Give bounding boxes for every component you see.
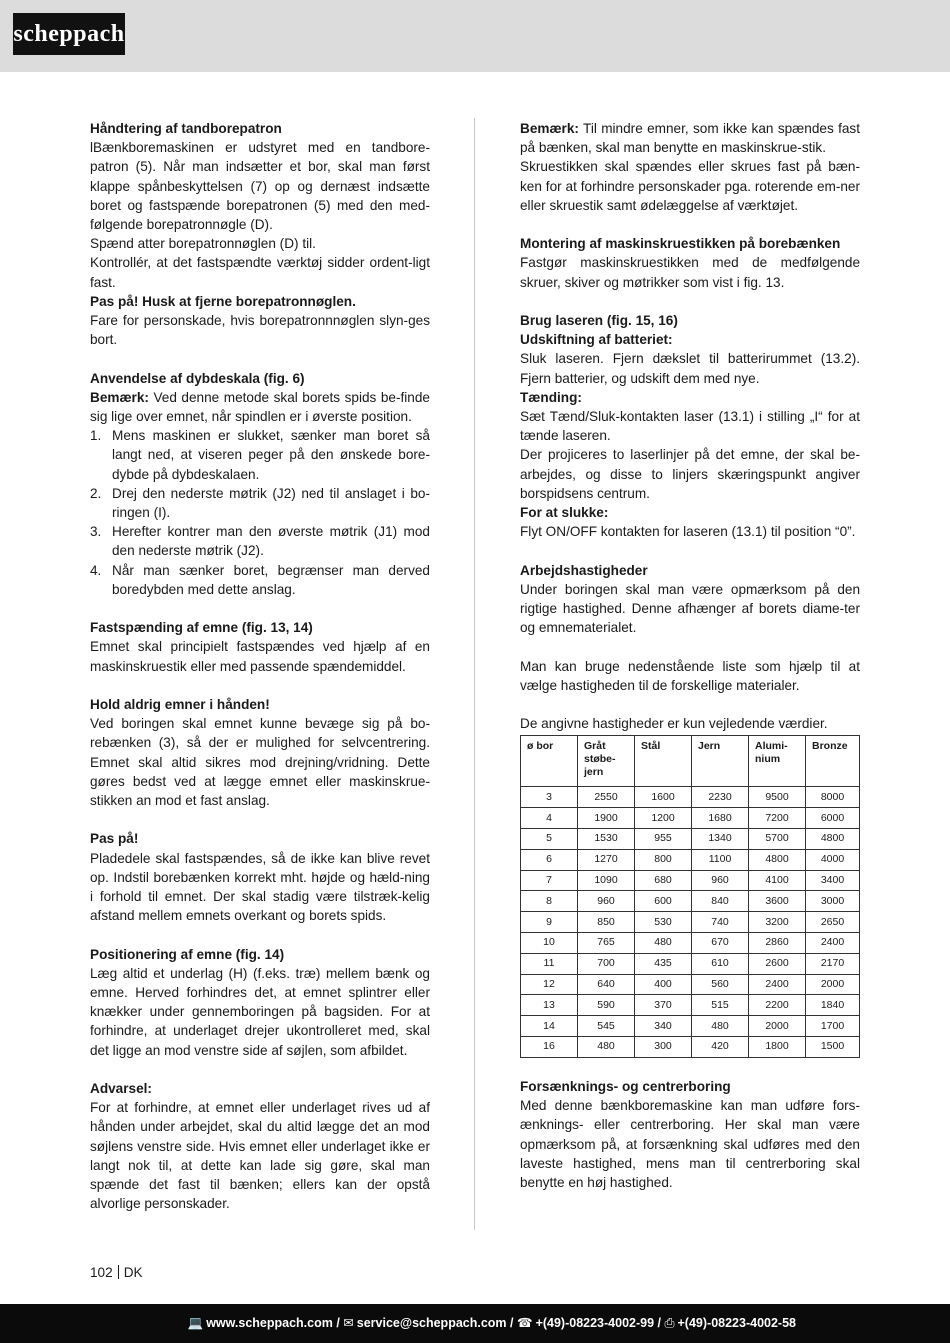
table-cell: 2200 bbox=[749, 995, 806, 1016]
table-cell: 3000 bbox=[806, 891, 860, 912]
table-cell: 850 bbox=[578, 912, 635, 933]
table-header: Stål bbox=[635, 736, 692, 787]
table-cell: 515 bbox=[692, 995, 749, 1016]
note-text: Til mindre emner, som ikke kan spændes fast på bænken, skal man benytte en maskinskrue-stik. bbox=[520, 121, 860, 156]
table-cell: 435 bbox=[635, 953, 692, 974]
paragraph: Sluk laseren. Fjern dækslet til batterirummet (13.2). Fjern batterier, og udskift dem med nye. bbox=[520, 351, 860, 386]
subsection-title: Tænding: bbox=[520, 389, 582, 405]
note-text: Ved denne metode skal borets spids be-finde sig lige over emnet, når spindlen er i øverste position. bbox=[90, 389, 430, 425]
table-cell: 960 bbox=[692, 870, 749, 891]
table-row bbox=[521, 1036, 860, 1057]
list-item: 3. Herefter kontrer man den øverste møtrik (J1) mod den nederste møtrik (J2). bbox=[90, 524, 430, 559]
table-cell: 1100 bbox=[692, 849, 749, 870]
table-cell: 1800 bbox=[749, 1036, 806, 1057]
paragraph: Spænd atter borepatronnøglen (D) til. bbox=[90, 236, 316, 252]
left-column bbox=[90, 119, 430, 1213]
table-cell: 1840 bbox=[806, 995, 860, 1016]
paragraph: Skruestikken skal spændes eller skrues fast på bæn-ken for at forhindre personskader pga. roterende em-ner eller skruestik samt ødelæggelse af værktøjet. bbox=[520, 159, 860, 213]
computer-icon: 💻 bbox=[187, 1316, 204, 1330]
table-row bbox=[521, 849, 860, 870]
table-row bbox=[521, 995, 860, 1016]
page-number: 102 bbox=[90, 1265, 113, 1280]
section-title: Anvendelse af dybdeskala (fig. 6) bbox=[90, 370, 305, 386]
table-cell: 1900 bbox=[578, 808, 635, 829]
table-cell: 560 bbox=[692, 974, 749, 995]
table-cell: 1200 bbox=[635, 808, 692, 829]
table-row bbox=[521, 912, 860, 933]
table-cell: 4800 bbox=[749, 849, 806, 870]
paragraph: Kontrollér, at det fastspændte værktøj sidder ordent-ligt fast. bbox=[90, 255, 430, 290]
table-cell: 10 bbox=[521, 933, 578, 954]
language-code: DK bbox=[123, 1265, 143, 1280]
table-row bbox=[521, 870, 860, 891]
table-cell: 4 bbox=[521, 808, 578, 829]
section-title: Pas på! bbox=[90, 831, 139, 847]
table-cell: 2650 bbox=[806, 912, 860, 933]
list-item: 4. Når man sænker boret, begrænser man derved boredybden med dette anslag. bbox=[90, 562, 430, 597]
table-cell: 2000 bbox=[749, 1016, 806, 1037]
table-header: Alumi-nium bbox=[749, 736, 806, 787]
note-label: Bemærk: bbox=[520, 121, 579, 136]
paragraph: Læg altid et underlag (H) (f.eks. træ) mellem bænk og emne. Herved forhindres det, at emnet splintrer eller knækker under gennemboringen på bagsiden. For at forhindre, at underlaget drejer ukontrolleret med, skal det ligge an mod venstre side af søjlen, som afbildet. bbox=[90, 965, 430, 1058]
fax-number: +(49)-08223-4002-58 bbox=[677, 1316, 796, 1330]
table-header: Gråt støbe-jern bbox=[578, 736, 635, 787]
speed-table bbox=[520, 735, 860, 1057]
table-cell: 1500 bbox=[806, 1036, 860, 1057]
table-cell: 2400 bbox=[749, 974, 806, 995]
table-cell: 12 bbox=[521, 974, 578, 995]
phone-number: +(49)-08223-4002-99 / bbox=[535, 1316, 661, 1330]
table-header: Jern bbox=[692, 736, 749, 787]
section-title: Arbejdshastigheder bbox=[520, 562, 648, 578]
table-cell: 2170 bbox=[806, 953, 860, 974]
table-cell: 670 bbox=[692, 933, 749, 954]
note-paragraph bbox=[90, 388, 430, 426]
table-cell: 7200 bbox=[749, 808, 806, 829]
paragraph: Pladedele skal fastspændes, så de ikke kan blive revet op. Indstil borebænken korrekt mht. højde og hæld-ning i forhold til emnet. Der skal stadig være tilstræk-kelig afstand mellem emnets overkant og borets spids. bbox=[90, 850, 430, 924]
table-cell: 370 bbox=[635, 995, 692, 1016]
table-cell: 4800 bbox=[806, 829, 860, 850]
table-cell: 9 bbox=[521, 912, 578, 933]
table-row bbox=[521, 787, 860, 808]
table-cell: 1340 bbox=[692, 829, 749, 850]
table-cell: 4100 bbox=[749, 870, 806, 891]
table-cell: 2600 bbox=[749, 953, 806, 974]
table-header: Bronze bbox=[806, 736, 860, 787]
table-cell: 1700 bbox=[806, 1016, 860, 1037]
phone-icon: ☎ bbox=[516, 1316, 533, 1330]
paragraph: Under boringen skal man være opmærksom på den rigtige hastighed. Denne afhænger af borets diame-ter og emnematerialet. bbox=[520, 581, 860, 636]
list-item: 2. Drej den nederste møtrik (J2) ned til anslaget i bo-ringen (I). bbox=[90, 485, 430, 521]
table-cell: 400 bbox=[635, 974, 692, 995]
email-link[interactable]: service@scheppach.com / bbox=[356, 1316, 514, 1330]
fax-icon: ⎙ bbox=[664, 1316, 675, 1330]
paragraph: For at forhindre, at emnet eller underlaget rives ud af hånden under arbejdet, skal du altid lægge det an mod søjlens venstre side. Hvis emnet eller underlaget ikke er langt nok til, at dette kan lade sig gøre, skal man spænde det fast til bænken; ellers kan der opstå alvorlige personskader. bbox=[90, 1100, 430, 1212]
table-header-row bbox=[521, 736, 860, 787]
table-cell: 1270 bbox=[578, 849, 635, 870]
table-cell: 590 bbox=[578, 995, 635, 1016]
contact-footer bbox=[0, 1304, 950, 1343]
table-row bbox=[521, 974, 860, 995]
table-cell: 740 bbox=[692, 912, 749, 933]
table-cell: 11 bbox=[521, 953, 578, 974]
table-cell: 1530 bbox=[578, 829, 635, 850]
page-header bbox=[0, 0, 950, 72]
table-cell: 545 bbox=[578, 1016, 635, 1037]
table-cell: 610 bbox=[692, 953, 749, 974]
column-divider bbox=[474, 118, 475, 1230]
table-cell: 14 bbox=[521, 1016, 578, 1037]
table-cell: 340 bbox=[635, 1016, 692, 1037]
table-cell: 5700 bbox=[749, 829, 806, 850]
table-cell: 640 bbox=[578, 974, 635, 995]
table-cell: 955 bbox=[635, 829, 692, 850]
table-row bbox=[521, 891, 860, 912]
table-cell: 9500 bbox=[749, 787, 806, 808]
table-cell: 8 bbox=[521, 891, 578, 912]
subsection-title: Udskiftning af batteriet: bbox=[520, 332, 673, 348]
paragraph: lBænkboremaskinen er udstyret med en tandbore-patron (5). Når man indsætter et bor, skal man først klappe spånbeskyttelsen (7) op og dernæst indsætte boret og fastspænde borepatronen (5) med den med-følgende borepatronnøgle (D). bbox=[90, 140, 430, 233]
table-row bbox=[521, 829, 860, 850]
table-cell: 700 bbox=[578, 953, 635, 974]
table-header: ø bor bbox=[521, 736, 578, 787]
table-cell: 840 bbox=[692, 891, 749, 912]
table-cell: 480 bbox=[692, 1016, 749, 1037]
table-row bbox=[521, 953, 860, 974]
table-cell: 6000 bbox=[806, 808, 860, 829]
table-cell: 3600 bbox=[749, 891, 806, 912]
paragraph: De angivne hastigheder er kun vejledende værdier. bbox=[520, 716, 828, 732]
table-cell: 600 bbox=[635, 891, 692, 912]
right-column bbox=[520, 119, 860, 1192]
warning-text: Pas på! Husk at fjerne borepatronnøglen. bbox=[90, 293, 356, 309]
website-link[interactable]: www.scheppach.com / bbox=[206, 1316, 340, 1330]
paragraph: Fare for personskade, hvis borepatronnnøglen slyn-ges bort. bbox=[90, 313, 430, 348]
table-cell: 800 bbox=[635, 849, 692, 870]
table-cell: 7 bbox=[521, 870, 578, 891]
table-cell: 1680 bbox=[692, 808, 749, 829]
mail-icon: ✉ bbox=[343, 1316, 354, 1330]
table-cell: 680 bbox=[635, 870, 692, 891]
table-cell: 8000 bbox=[806, 787, 860, 808]
table-cell: 1090 bbox=[578, 870, 635, 891]
table-row bbox=[521, 1016, 860, 1037]
brand-logo: scheppach bbox=[13, 13, 125, 55]
table-cell: 1600 bbox=[635, 787, 692, 808]
table-cell: 3200 bbox=[749, 912, 806, 933]
list-item: 1. Mens maskinen er slukket, sænker man boret så langt ned, at viseren peger på den ønskede bore-dybde på dybdeskalaen. bbox=[90, 428, 430, 482]
table-cell: 3400 bbox=[806, 870, 860, 891]
section-title: Håndtering af tandborepatron bbox=[90, 121, 282, 136]
table-cell: 3 bbox=[521, 787, 578, 808]
paragraph: Emnet skal principielt fastspændes ved hjælp af en maskinskruestik eller med passende spændemiddel. bbox=[90, 639, 430, 674]
table-cell: 480 bbox=[578, 1036, 635, 1057]
table-cell: 13 bbox=[521, 995, 578, 1016]
section-title: Fastspænding af emne (fig. 13, 14) bbox=[90, 620, 313, 636]
table-cell: 420 bbox=[692, 1036, 749, 1057]
section-title: Hold aldrig emner i hånden! bbox=[90, 697, 270, 713]
table-cell: 2550 bbox=[578, 787, 635, 808]
paragraph: Der projiceres to laserlinjer på det emne, der skal be-arbejdes, og disse to linjers skæringspunkt angiver borspidsens centrum. bbox=[520, 447, 860, 501]
paragraph: Fastgør maskinskruestikken med de medfølgende skruer, skiver og møtrikker som vist i fig. 13. bbox=[520, 255, 860, 290]
note-paragraph bbox=[520, 119, 860, 157]
paragraph: Med denne bænkboremaskine kan man udføre fors-ænknings- eller centrerboring. Her skal man være opmærksom på, at forsænkning skal udføres med den laveste hastighed, mens man til centrerboring skal benytte en høj hastighed. bbox=[520, 1098, 860, 1190]
table-cell: 300 bbox=[635, 1036, 692, 1057]
page-footer-number bbox=[90, 1265, 143, 1280]
subsection-title: For at slukke: bbox=[520, 505, 609, 521]
table-row bbox=[521, 808, 860, 829]
section-title: Advarsel: bbox=[90, 1081, 152, 1097]
section-title: Montering af maskinskruestikken på borebænken bbox=[520, 236, 841, 252]
table-cell: 2230 bbox=[692, 787, 749, 808]
table-cell: 960 bbox=[578, 891, 635, 912]
table-row bbox=[521, 933, 860, 954]
table-cell: 2860 bbox=[749, 933, 806, 954]
paragraph: Sæt Tænd/Sluk-kontakten laser (13.1) i stilling „I“ for at tænde laseren. bbox=[520, 409, 860, 444]
section-title: Brug laseren (fig. 15, 16) bbox=[520, 313, 678, 328]
table-cell: 480 bbox=[635, 933, 692, 954]
section-title: Forsænknings- og centrerboring bbox=[520, 1078, 731, 1094]
table-cell: 5 bbox=[521, 829, 578, 850]
section-title: Positionering af emne (fig. 14) bbox=[90, 946, 285, 962]
table-cell: 2400 bbox=[806, 933, 860, 954]
table-cell: 6 bbox=[521, 849, 578, 870]
table-cell: 16 bbox=[521, 1036, 578, 1057]
paragraph: Ved boringen skal emnet kunne bevæge sig på bo-rebænken (3), så der er mulighed for selvcentrering. Emnet skal altid sikres mod drejning/vridning. Dette gøres bedst ved at lægge emnet eller maskinskrue-stikken an mod et fast anslag. bbox=[90, 716, 430, 809]
paragraph: Man kan bruge nedenstående liste som hjælp til at vælge hastigheden til de forskellige materialer. bbox=[520, 658, 860, 693]
note-label: Bemærk: bbox=[90, 389, 149, 405]
steps-list bbox=[90, 426, 430, 599]
table-cell: 2000 bbox=[806, 974, 860, 995]
table-cell: 530 bbox=[635, 912, 692, 933]
table-cell: 765 bbox=[578, 933, 635, 954]
paragraph: Flyt ON/OFF kontakten for laseren (13.1) til position “0”. bbox=[520, 524, 856, 540]
table-cell: 4000 bbox=[806, 849, 860, 870]
